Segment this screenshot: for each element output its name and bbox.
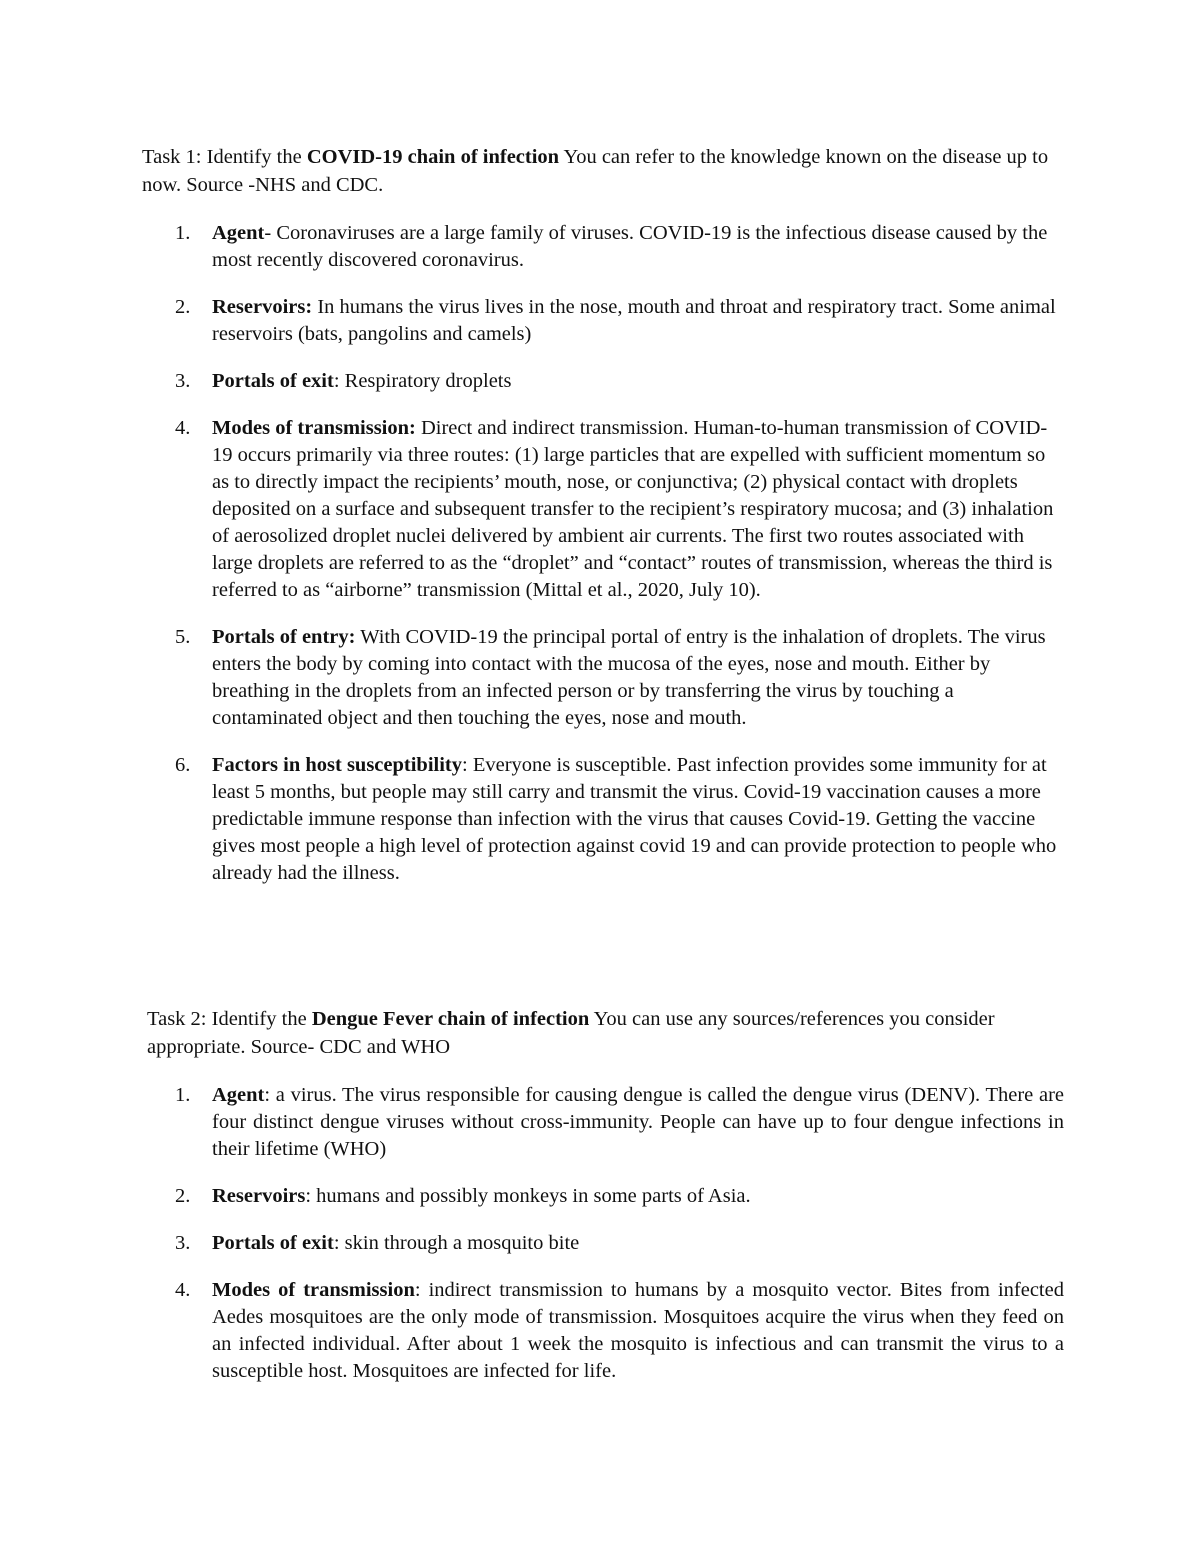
task-2-heading-suffix: You can use any sources/references you consider appropriate. Source- CDC and WHO: [147, 1008, 995, 1058]
item-text: With COVID-19 the principal portal of entry is the inhalation of droplets. The virus enters the body by coming into contact with the mucosa of the eyes, nose and mouth. Either by breathing in the droplets from an infected person or by transferring the virus by touching a contaminated object and then touching the eyes, nose and mouth.: [212, 626, 1046, 729]
list-item: [142, 1082, 1064, 1163]
task-1-heading-bold: COVID-19 chain of infection: [306, 146, 560, 168]
list-item: [142, 624, 1064, 732]
list-item: [142, 415, 1064, 604]
task-1-heading-suffix: You can refer to the knowledge known on the disease up to now. Source -NHS and CDC.: [142, 146, 1049, 196]
item-number: 6.: [175, 754, 191, 776]
item-text: : Respiratory droplets: [333, 370, 512, 392]
task-1-heading-prefix: Task 1: Identify the: [142, 146, 307, 168]
item-number: 3.: [175, 370, 191, 392]
list-item: [142, 752, 1064, 887]
task-1-heading: [142, 143, 1064, 199]
item-text: : indirect transmission to humans by a mosquito vector. Bites from infected Aedes mosquitoes are the only mode of transmission. Mosquitoes acquire the virus when they feed on an infected individual. After about 1 week the mosquito is infectious and can transmit the virus to a susceptible host. Mosquitoes are infected for life.: [212, 1279, 1064, 1382]
item-term: Reservoirs:: [212, 296, 313, 318]
item-text: Direct and indirect transmission. Human-to-human transmission of COVID-19 occurs primarily via three routes: (1) large particles that are expelled with sufficient momentum so as to directly impact the recipients’ mouth, nose, or conjunctiva; (2) physical contact with droplets deposited on a surface and subsequent transfer to the recipient’s respiratory mucosa; and (3) inhalation of aerosolized droplet nuclei delivered by ambient air currents. The first two routes associated with large droplets are referred to as the “droplet” and “contact” routes of transmission, whereas the third is referred to as “airborne” transmission (Mittal et al., 2020, July 10).: [212, 417, 1054, 601]
item-term: Portals of entry:: [212, 626, 356, 648]
item-text: : skin through a mosquito bite: [333, 1232, 580, 1254]
item-number: 1.: [175, 1084, 191, 1106]
task-2-list: [142, 1082, 1064, 1385]
item-text: In humans the virus lives in the nose, mouth and throat and respiratory tract. Some animal reservoirs (bats, pangolins and camels): [212, 296, 1056, 345]
item-text: : Everyone is susceptible. Past infection provides some immunity for at least 5 months, but people may still carry and transmit the virus. Covid-19 vaccination causes a more predictable immune response than infection with the virus that causes Covid-19. Getting the vaccine gives most people a high level of protection against covid 19 and can provide protection to people who already had the illness.: [212, 754, 1057, 884]
list-item: [142, 1277, 1064, 1385]
item-text: - Coronaviruses are a large family of viruses. COVID-19 is the infectious disease caused by the most recently discovered coronavirus.: [212, 222, 1048, 271]
item-term: Agent: [212, 222, 265, 244]
item-term: Reservoirs: [212, 1185, 306, 1207]
list-item: [142, 368, 1064, 395]
item-text: : humans and possibly monkeys in some parts of Asia.: [305, 1185, 751, 1207]
task-2-heading: [142, 1005, 1064, 1061]
item-number: 2.: [175, 1185, 191, 1207]
item-text: : a virus. The virus responsible for causing dengue is called the dengue virus (DENV). There are four distinct dengue viruses without cross-immunity. People can have up to four dengue infections in their lifetime (WHO): [212, 1084, 1064, 1160]
list-item: [142, 1230, 1064, 1257]
list-item: [142, 294, 1064, 348]
item-term: Modes of transmission: [212, 1279, 415, 1301]
task-2-section: [142, 1005, 1064, 1385]
item-term: Portals of exit: [212, 1232, 334, 1254]
item-term: Factors in host susceptibility: [212, 754, 462, 776]
item-term: Portals of exit: [212, 370, 334, 392]
item-number: 5.: [175, 626, 191, 648]
task-1-section: [142, 143, 1064, 887]
item-number: 3.: [175, 1232, 191, 1254]
list-item: [142, 1183, 1064, 1210]
task-1-list: [142, 220, 1064, 887]
task-2-heading-bold: Dengue Fever chain of infection: [311, 1008, 590, 1030]
item-term: Modes of transmission:: [212, 417, 416, 439]
item-number: 2.: [175, 296, 191, 318]
item-number: 1.: [175, 222, 191, 244]
task-2-heading-prefix: Task 2: Identify the: [147, 1008, 312, 1030]
item-number: 4.: [175, 417, 191, 439]
item-number: 4.: [175, 1279, 191, 1301]
item-term: Agent: [212, 1084, 265, 1106]
list-item: [142, 220, 1064, 274]
